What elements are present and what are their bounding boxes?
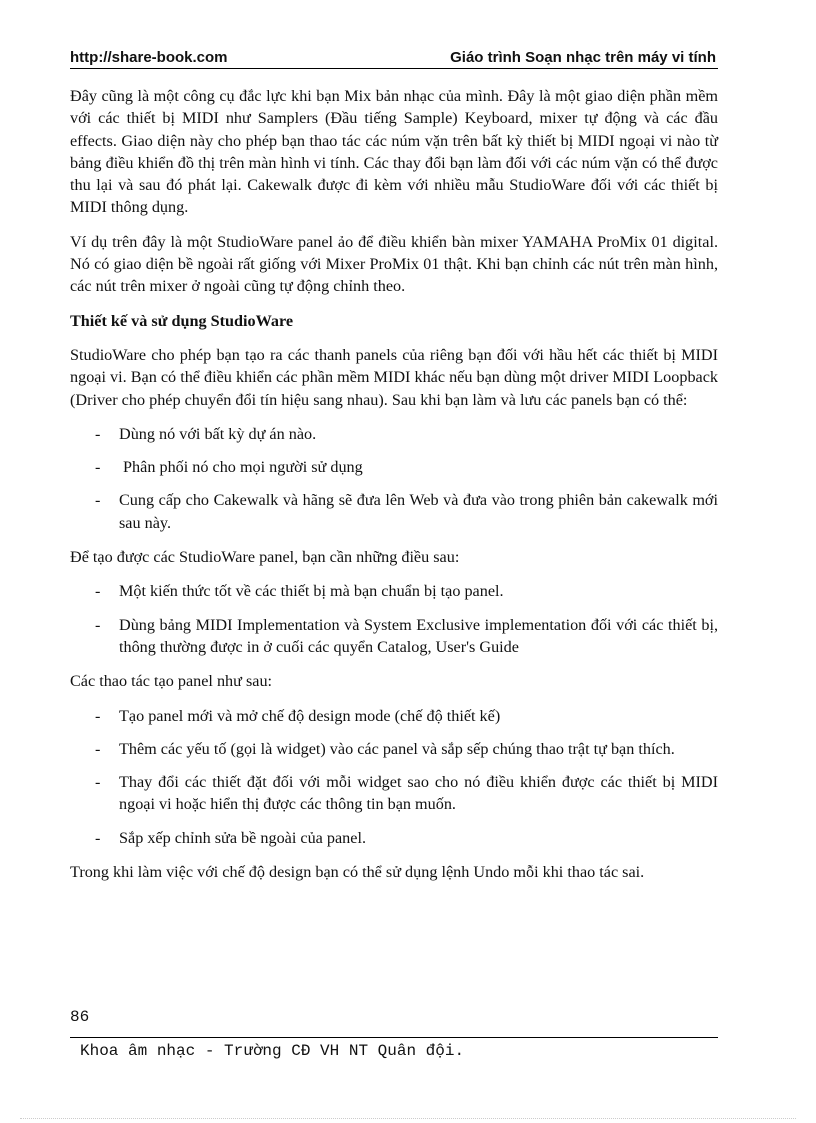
requirements-list <box>70 580 718 658</box>
footer-divider <box>70 1037 718 1038</box>
page-number: 86 <box>70 1008 90 1026</box>
list-item: - Sắp xếp chỉnh sửa bề ngoài của panel. <box>95 828 367 847</box>
page-edge-divider <box>20 1118 796 1119</box>
list-item: - Dùng nó với bất kỳ dự án nào. <box>95 424 317 443</box>
header-title: Giáo trình Soạn nhạc trên máy vi tính <box>450 49 716 66</box>
section-heading: Thiết kế và sử dụng StudioWare <box>70 311 294 330</box>
list-item: - Thêm các yếu tố (gọi là widget) vào các panel và sắp sếp chúng thao trật tự bạn thích. <box>95 739 675 758</box>
list-item: - Phân phối nó cho mọi người sử dụng <box>95 458 363 477</box>
paragraph-example: Ví dụ trên đây là một StudioWare panel ảo để điều khiển bàn mixer YAMAHA ProMix 01 digital. Nó có giao diện bề ngoài rất giống với Mixer ProMix 01 thật. Khi bạn chỉnh các nút trên màn hình, các nút trên mixer ở ngoài cũng tự động chỉnh theo. <box>70 232 718 296</box>
page-body <box>70 85 718 895</box>
page-header <box>70 46 718 69</box>
list-item: - Một kiến thức tốt về các thiết bị mà bạn chuẩn bị tạo panel. <box>95 582 504 601</box>
list-item: - Tạo panel mới và mở chế độ design mode (chế độ thiết kế) <box>95 706 501 725</box>
paragraph-requirements: Để tạo được các StudioWare panel, bạn cần những điều sau: <box>70 548 460 567</box>
header-url: http://share-book.com <box>70 49 228 66</box>
footer-text: Khoa âm nhạc - Trường CĐ VH NT Quân đội. <box>80 1042 465 1060</box>
steps-list <box>70 705 718 849</box>
paragraph-intro: Đây cũng là một công cụ đắc lực khi bạn Mix bản nhạc của mình. Đây là một giao diện phần mềm với các thiết bị MIDI như Samplers (Đầu tiếng Sample) Keyboard, mixer tự động và các đầu effects. Giao diện này cho phép bạn thao tác các núm vặn trên bất kỳ thiết bị MIDI ngoại vi nào từ bảng điều khiển đồ thị trên màn hình vi tính. Các thay đổi bạn làm đối với các núm vặn có thể được thu lại và sau đó phát lại. Cakewalk được đi kèm với nhiều mẫu StudioWare đối với các thiết bị MIDI thông dụng. <box>70 87 718 217</box>
list-item: - Dùng bảng MIDI Implementation và System Exclusive implementation đối với các thiết bị, thông thường được in ở cuối các quyển Catalog, User's Guide <box>95 615 718 656</box>
paragraph-studioware: StudioWare cho phép bạn tạo ra các thanh panels của riêng bạn đối với hầu hết các thiết bị MIDI ngoại vi. Bạn có thể điều khiển các phần mềm MIDI khác nếu bạn dùng một driver MIDI Loopback (Driver cho phép chuyển đổi tín hiệu sang nhau). Sau khi bạn làm và lưu các panels bạn có thể: <box>70 345 718 409</box>
list-item: - Cung cấp cho Cakewalk và hãng sẽ đưa lên Web và đưa vào trong phiên bản cakewalk mới sau này. <box>95 491 718 532</box>
paragraph-undo: Trong khi làm việc với chế độ design bạn có thể sử dụng lệnh Undo mỗi khi thao tác sai. <box>70 863 645 882</box>
benefits-list <box>70 423 718 534</box>
paragraph-steps: Các thao tác tạo panel như sau: <box>70 672 273 691</box>
list-item: - Thay đổi các thiết đặt đối với mỗi widget sao cho nó điều khiển được các thiết bị MIDI ngoại vi hoặc hiển thị được các thông tin bạn muốn. <box>95 773 718 814</box>
